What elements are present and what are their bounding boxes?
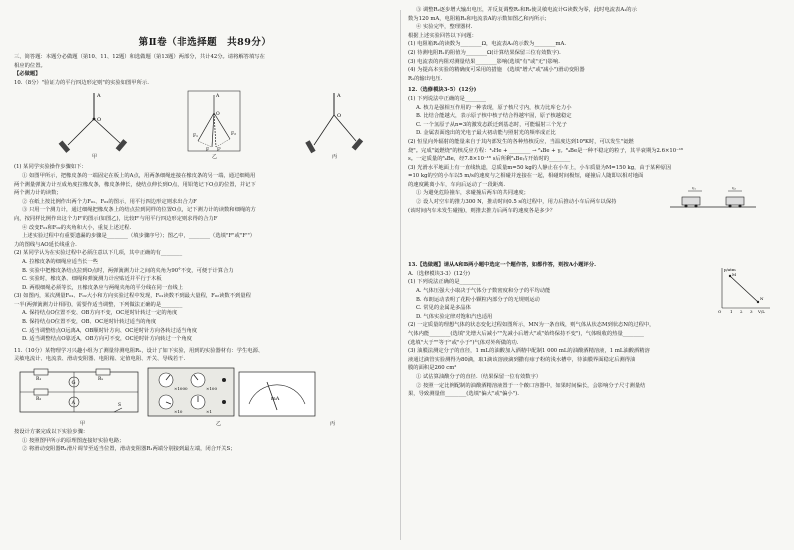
q11-line: 按设计方案完成以下实验步骤： [14,429,89,436]
q12-option: B. 比结合能越大，表示原子核中核子结合得越牢固，原子核越稳定 [416,113,572,120]
q10-line: ④ 改变F₀₁和F₀₂的夹角和大小，重复上述过程. [22,224,132,231]
q11-line: 数为120 mA，电阻箱R₂和电流表A的示数如图乙和丙所示； [408,15,550,22]
pv-graph [714,264,774,314]
tick-1: 1 [730,309,733,315]
q11-line: R₁的输出电压. [408,75,443,82]
q10-figures [14,89,396,161]
q12-heading: 12.（选修模块3-5）(12分) [408,87,477,94]
q13-option: A. 气体压强大小取决于气体分子数密度和分子的平均动能 [416,288,551,295]
q12-line: 的速度跳离小车，车向后运动了一段距离. [408,181,506,188]
q11-line: ① 按照图甲所示的原理图连接好实验电路； [22,437,125,444]
instructions-line: 相应的位置。 [14,62,46,69]
q12-line: (2) 恒星向外辐射的能量来自于其内部发生的各种热核反应，当温度达到10⁸K时，可以发生"氦燃 [408,138,634,145]
label-A: A [97,93,101,100]
q12-option: D. 金属表面逸出的光电子最大初动能与照射光的频率成正比 [416,130,556,137]
q12-line: 烧"。完成"氦燃烧"的核反应方程：⁴₂He + ________ → ⁸₄Be + γ。⁸₄Be是一种不稳定的粒子，其半衰期为2.6×10⁻¹⁶ [408,147,684,154]
left-column [14,8,396,454]
q11-line: ③ 调整R₂逐步增大输出电压，并反复调整R₁和R₂使灵敏电流计G读数为零，此时电流表A₁的示 [416,7,637,13]
label-F: F [206,148,210,154]
label-p: p/atm [724,267,736,273]
q11-figures [14,366,396,426]
right-column [408,6,782,399]
q10-line: (3) 如图丙，某次测量F₀₁、F₀₂大小和方向实验过程中发现，F₀₁读数不到最大量程，F₀₂读数不到量程 [14,293,251,300]
circuit-diagram [14,366,144,418]
q13-line: (选填"大于""等于"或"小于")气体对外所做的功. [408,339,519,346]
q10-line: 力的图线与AO延长线重合. [14,241,77,248]
q10-option: B. 实验中把橡皮条结点拉到O点时，两弹簧测力计之间的夹角为90°不变，可便于计算合力 [22,267,234,274]
q12-line: (3) 光滑水平地面上有一直线轨道，总质量m=50 kg的人静止在小车上，小车质量为M=150 kg，由于某种原因 [408,164,672,171]
q13-option: D. 气体实验定律对饱和汽也适用 [416,313,493,320]
q11-line: ④ 实验完毕，整理器材. [416,24,473,31]
q11-line: (3) 电流表的内阻对测量结果________影响(选填"有"或"无")影响. [408,58,560,65]
q13-line: ① 试估算油酸分子的直径.（结果保留一位有效数字） [416,373,542,380]
figure-bing [294,91,374,155]
q13-line: 气体内能________(选填"先增大后减小""先减小后增大"或"始终保持不变")，气体吸收的热量________ [408,331,644,337]
label-V: V/L [758,309,765,315]
cart-figure [668,185,758,213]
label-G: G [71,380,76,387]
label-Fprime: F' [217,148,222,154]
q10-line: (2) 某同学认为在实验过程中必须注意以下几项，其中正确的有________ [14,250,183,257]
label-x100: ×100 [205,386,217,392]
label-A: A [71,400,76,407]
caption-jia: 甲 [92,154,98,161]
q10-option: C. 实验时，橡皮条、细绳和弹簧测力计应贴近并平行于木板 [22,276,162,283]
q12-line: ① 为避免危险撞车，求碰撞后两车的共同速度； [416,190,529,197]
q13-line: 液通过滴管实验测得为80滴，取1滴该溶液滴到撒有痱子粉的浅水槽中，待油膜界面稳定后测得油 [408,356,636,363]
q13-option: C. 常见的金属是多晶体 [416,305,471,312]
q11-line: ② 将滑动变阻器R₁滑片调节至适当位置，滑动变阻器R₁两端分别接到最左端，闭合开关S； [22,446,236,453]
caption-jia: 甲 [80,421,86,428]
q11-q4-text: (4) 为提高本实验的精确度可采用的措施 [408,67,502,74]
q10-option: D. 适当调整结点O靠近A，OB方向可不变，OC逆时针方向转过一个角度 [22,336,192,343]
q12-line: ② 设人对空车的推力300 N，推动时间0.5 s的过程中，用力后推动小车后两车以保持 [416,199,617,206]
q11-q4-tail: (选填"增大"或"减小")滑动变阻器 [507,67,585,74]
label-Rx: Rₓ [98,377,104,383]
q13-a-heading: A.（选修模块3-3）(12分) [408,270,470,277]
q11-heading: 11.（10分）某物理学习兴趣小组为了测量待测电阻Rₓ，设计了如下实验，用到的实验器材有：学生电源、 [14,347,264,354]
q13-line: ② 按照一定比例配制的油酸酒精溶液置于一个敞口容器中，如果时间偏长，会影响分子尺寸测量结 [416,382,646,389]
q10-heading: 10.（8分）"验证力的平行四边形定则"的实验如图甲所示. [14,79,149,86]
q10-line: ③ 只用一个测力计，通过细绳把橡皮条上的结点拉到同样的位置O点，记下测力计的读数和细绳的方 [22,207,256,214]
q13-option: B. 布朗运动表明了花粉小颗粒内部分子的无规则运动 [416,296,540,303]
q13-line: (1) 下列说法正确的是________ [408,279,481,286]
q10-line: ① 如图甲所示，把橡皮条的一端固定在板上的A点，用两条细绳连接在橡皮条的另一端，通过细绳用 [22,172,256,179]
caption-yi: 乙 [216,421,222,428]
q12-option: A. 核力是强相互作用的一种表现，原子核尺寸内，核力比库仑力小 [416,104,572,111]
q10-option: B. 保持结点O位置不变，OB、OC逆时针转过适当的角度 [22,319,157,326]
label-M: M [732,272,737,278]
label-A: A [337,93,341,100]
q13-line: 果，导致测量值________(选填"偏大"或"偏小"). [408,391,519,398]
q10-option: C. 适当调整结点O远离A，OB顺时针方向、OC逆时针方向各转过适当角度 [22,327,198,334]
instructions-line: 三、简答题：本题分必做题（第10、11、12题）和选做题（第13题）两部分，共计42分。请将解答填写在 [14,54,265,60]
label-S: S [118,403,122,409]
q11-line: (2) 待测电阻Rₓ的阻值为________Ω(计算结果保留三位有效数字). [408,49,561,56]
q10-line: ② 在纸上按比例作出两个力F₀₁、F₀₂的图示，用平行四边形定则求出合力F [22,198,197,205]
q13-heading: 13.【选做题】请从A和B两小题中选定一个题作答，如都作答，则按A小题评分. [408,262,596,269]
q10-line: 上述实验过程中有重要遗漏的步骤是________（填步骤序号）；图乙中，________（选填"F"或"F'"） [22,233,256,240]
label-v2: v₂ [732,185,736,191]
label-O: O [337,113,342,120]
q13-line: (2) 一定质量的理想气体的状态变化过程如图所示，MN为一条直线，则气体从状态M到状态N的过程中， [408,322,655,329]
q10-option: A. 保持结点O位置不变、OB方向不变，OC逆时针转过一定的角度 [22,310,178,317]
label-x10: ×10 [173,409,183,415]
q10-line: 两个测量弹簧力计互成角度拉橡皮条，橡皮条伸长，使结点伸长到O点，用铅笔记下O点的位置，并记下 [14,181,256,188]
q13-line: 膜的面积是260 cm² [408,365,457,372]
label-v1: v₁ [692,185,696,191]
q11-line: 根据上述实验回答以下问题： [408,32,477,39]
milliammeter [237,370,317,418]
q12-option: C. 一个氢原子从n=3的激发态跃迁到基态时，可能辐射三个光子 [416,121,567,128]
label-mA: mA [271,396,280,403]
label-A: A [216,94,220,100]
q12-line: s。一定质量的⁸₄Be，经7.8×10⁻¹⁶ s后所剩⁸₄Be占开始时的________ [408,156,571,163]
q12-line: (该时间内车未发生碰撞)，则推去推力后两车的速度各是多少？ [408,207,556,214]
required-label: 【必做题】 [14,71,41,78]
q11-line: 灵敏电流计、电流表、滑动变阻器、电阻箱、定值电阻、开关、导线若干. [14,356,186,363]
q12-line: (1) 下列说法中正确的是________ [408,95,487,102]
q11-line [408,66,782,75]
q10-option: A. 拉橡皮条的细绳应适当长一些 [22,258,99,265]
q10-line: 一半(两弹簧测力计相同)，需要作适当调整，下列做法正确的是________ [14,301,183,308]
q10-line: 两个测力计的读数； [14,190,62,197]
label-O: O [216,112,220,118]
caption-bing: 丙 [330,421,336,428]
label-x1000: ×1000 [173,386,188,392]
label-O: O [97,117,102,124]
figure-jia [54,91,134,155]
label-N: N [760,296,764,302]
q12-line: =10 kg的空的小车以5 m/s的速度与之相碰并连接在一起，相碰时间极短，碰撞后人随即以相对地面 [408,173,644,180]
tick-2: 2 [740,309,743,315]
q13-line: (3) 油膜法测定分子的直径，1 mL的油酸加入酒精中配制1 000 mL的油酸酒精溶液，1 mL油酸酒精溶 [408,348,650,355]
q10-line: (1) 某同学实验操作步骤如下： [14,164,87,171]
label-R2: R₂ [36,397,42,403]
tick-3: 3 [750,309,753,315]
q11-line: (1) 电阻箱R₂的读数为________Ω，电流表A₁的示数为________mA. [408,41,566,48]
figure-yi [184,89,244,155]
q10-line: 向，按同样比例作出这个力F'的图示(如图乙)，比较F'与用平行四边形定则求得的合力F [14,215,218,222]
caption-bing: 丙 [332,154,338,161]
label-F2: F₂ [231,132,236,138]
caption-yi: 乙 [212,154,218,161]
label-x1: ×1 [205,409,212,415]
q10-option: D. 两根细绳必须等长，且橡皮条应与两绳夹角的平分线在同一直线上 [22,284,184,291]
label-F1: F₁ [193,134,198,140]
resistance-box [146,366,236,418]
label-R1: R₁ [36,377,42,383]
section-title: 第Ⅱ卷（非选择题 共89分） [138,37,272,48]
label-origin: O [718,309,722,315]
column-divider [400,10,401,540]
